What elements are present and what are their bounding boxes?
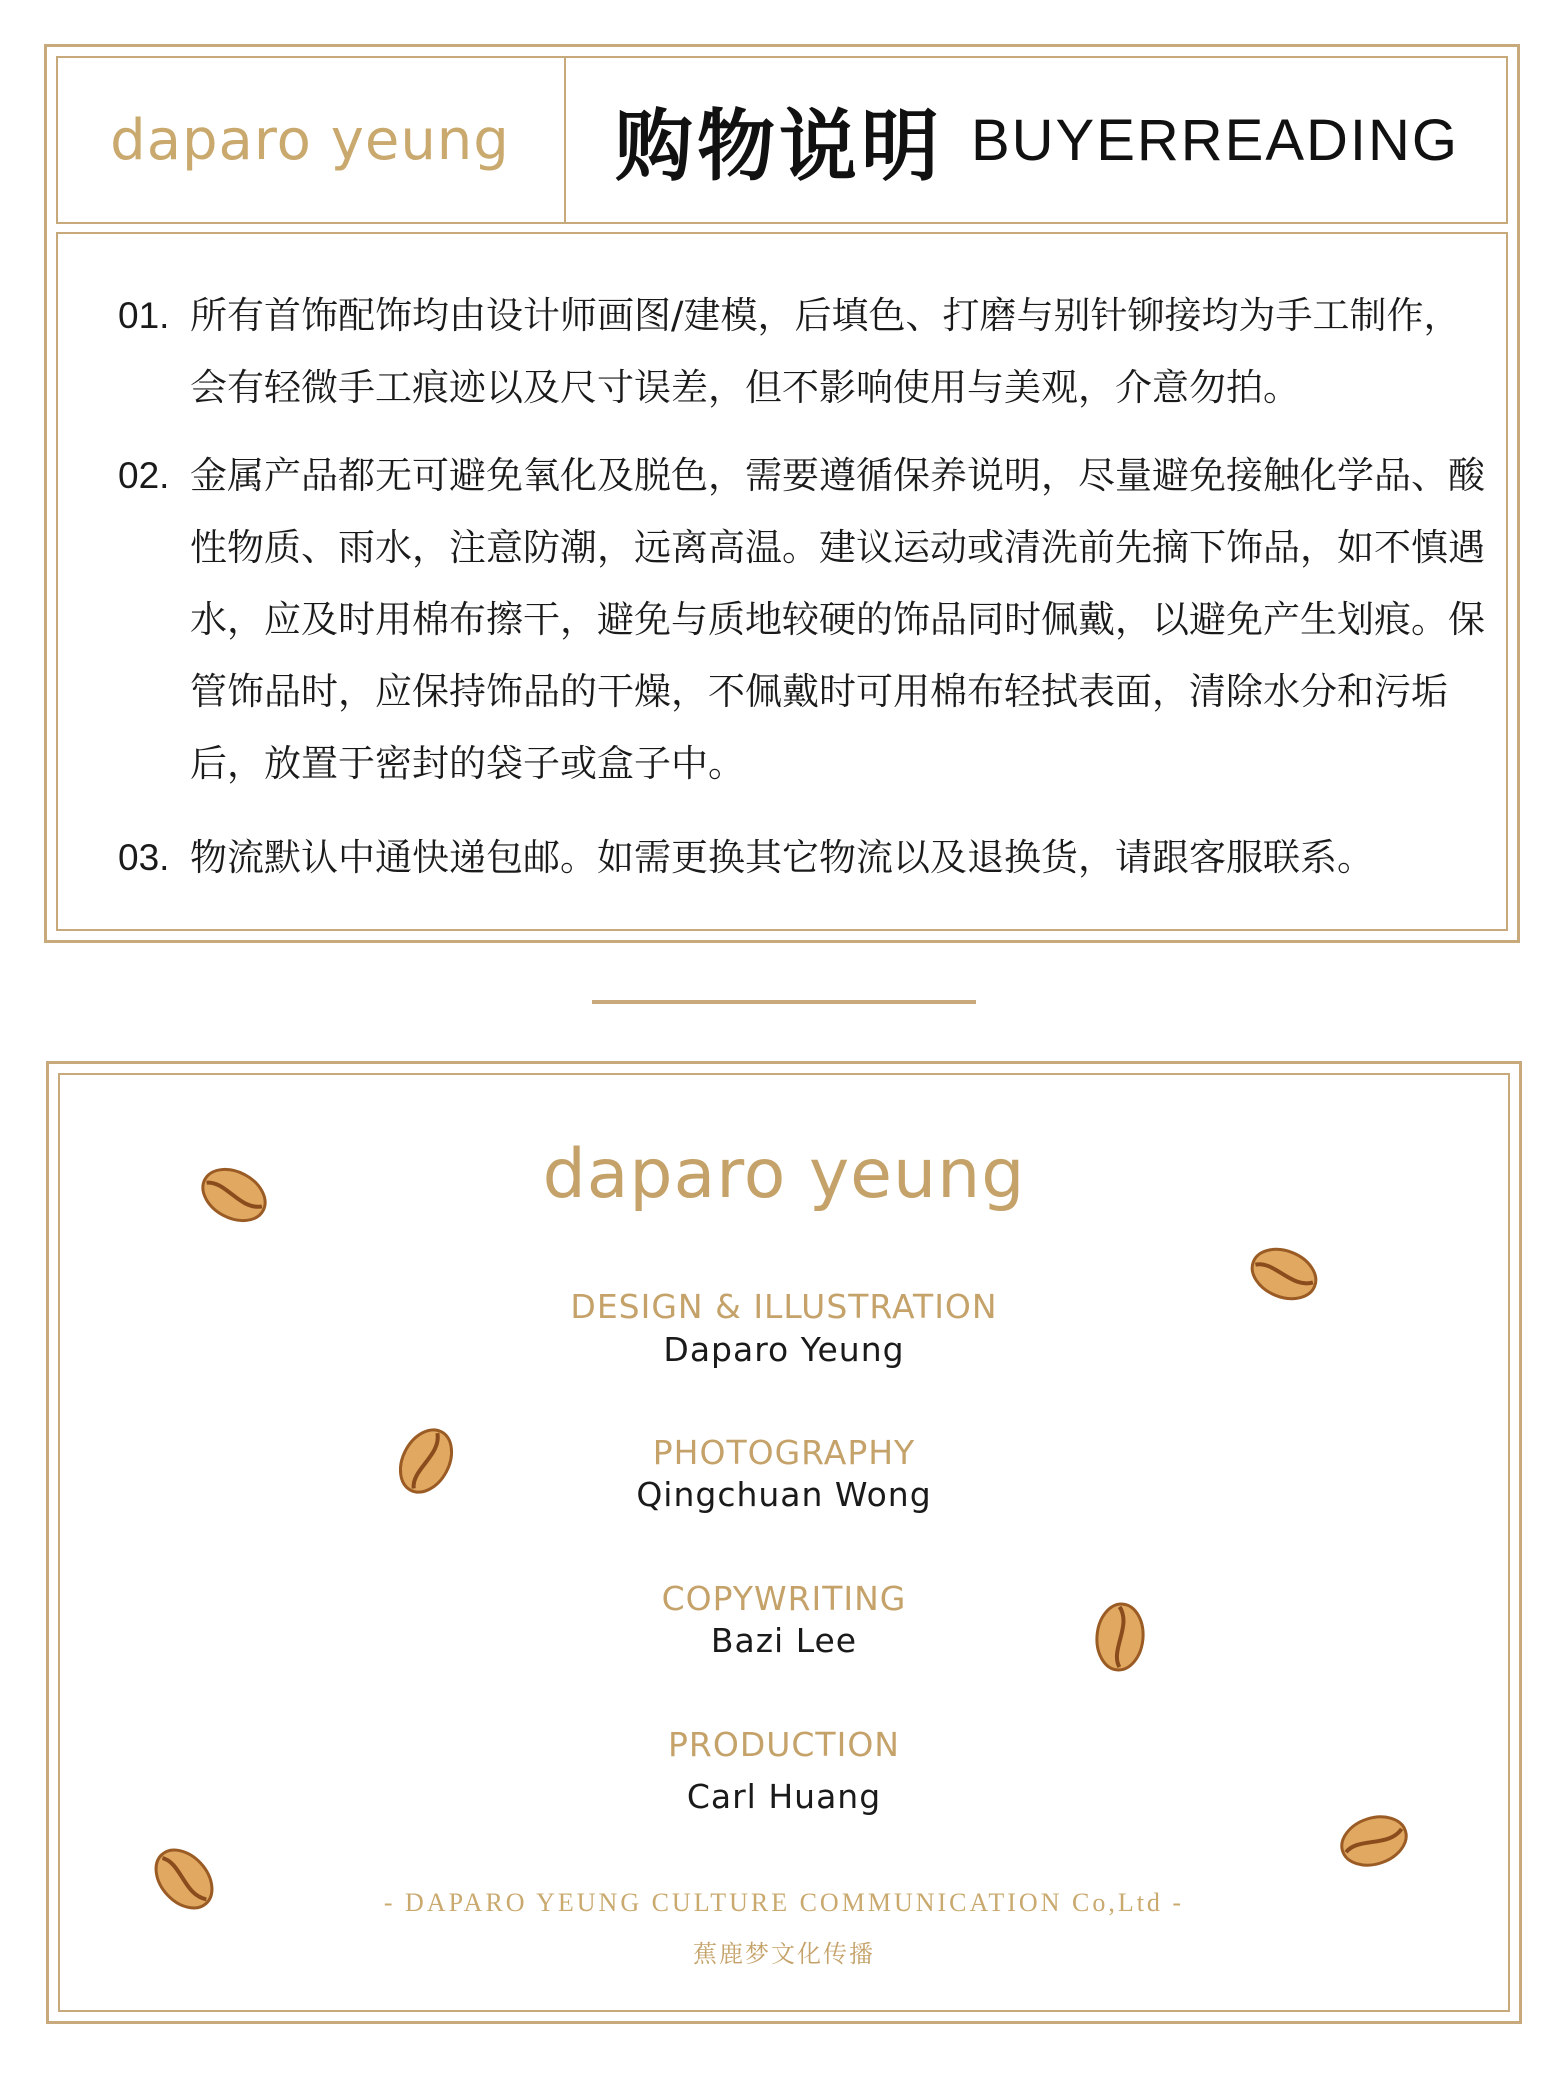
page-title-cn: 购物说明 [614, 102, 943, 192]
credit-role: COPYWRITING [661, 1579, 907, 1618]
credit-name: Carl Huang [686, 1777, 882, 1816]
company-name-en: - DAPARO YEUNG CULTURE COMMUNICATION Co,Ltd - [383, 1888, 1185, 1917]
credit-role: DESIGN & ILLUSTRATION [570, 1287, 998, 1326]
note-item [118, 440, 1488, 800]
credits-brand-name: daparo yeung [542, 1135, 1026, 1214]
note-text: 金属产品都无可避免氧化及脱色，需要遵循保养说明，尽量避免接触化学品、酸性物质、雨水，注意防潮，远离高温。建议运动或清洗前先摘下饰品，如不慎遇水，应及时用棉布擦干，避免与质地较硬的饰品同时佩戴，以避免产生划痕。保管饰品时，应保持饰品的干燥，不佩戴时可用棉布轻拭表面，清除水分和污垢后，放置于密封的袋子或盒子中。 [190, 454, 1485, 785]
section-separator [592, 1000, 976, 1004]
note-number: 03. [118, 837, 170, 878]
page-title [566, 56, 1508, 224]
note-text: 所有首饰配饰均由设计师画图/建模，后填色、打磨与别针铆接均为手工制作，会有轻微手工痕迹以及尺寸误差，但不影响使用与美观，介意勿拍。 [190, 294, 1461, 409]
credit-name: Bazi Lee [710, 1621, 858, 1660]
credit-name: Daparo Yeung [663, 1330, 905, 1369]
page-title-en: BUYERREADING [970, 107, 1460, 173]
brand-name: daparo yeung [110, 107, 510, 173]
note-item [118, 280, 1488, 424]
note-item [118, 822, 1488, 894]
note-number: 01. [118, 295, 170, 336]
company-name-cn: 蕉鹿梦文化传播 [693, 1940, 875, 1968]
credit-name: Qingchuan Wong [636, 1475, 932, 1514]
coffee-bean-icon [1090, 1599, 1150, 1675]
credit-role: PHOTOGRAPHY [652, 1433, 916, 1472]
note-number: 02. [118, 455, 170, 496]
credit-role: PRODUCTION [668, 1725, 900, 1764]
note-text: 物流默认中通快递包邮。如需更换其它物流以及退换货，请跟客服联系。 [190, 836, 1374, 879]
